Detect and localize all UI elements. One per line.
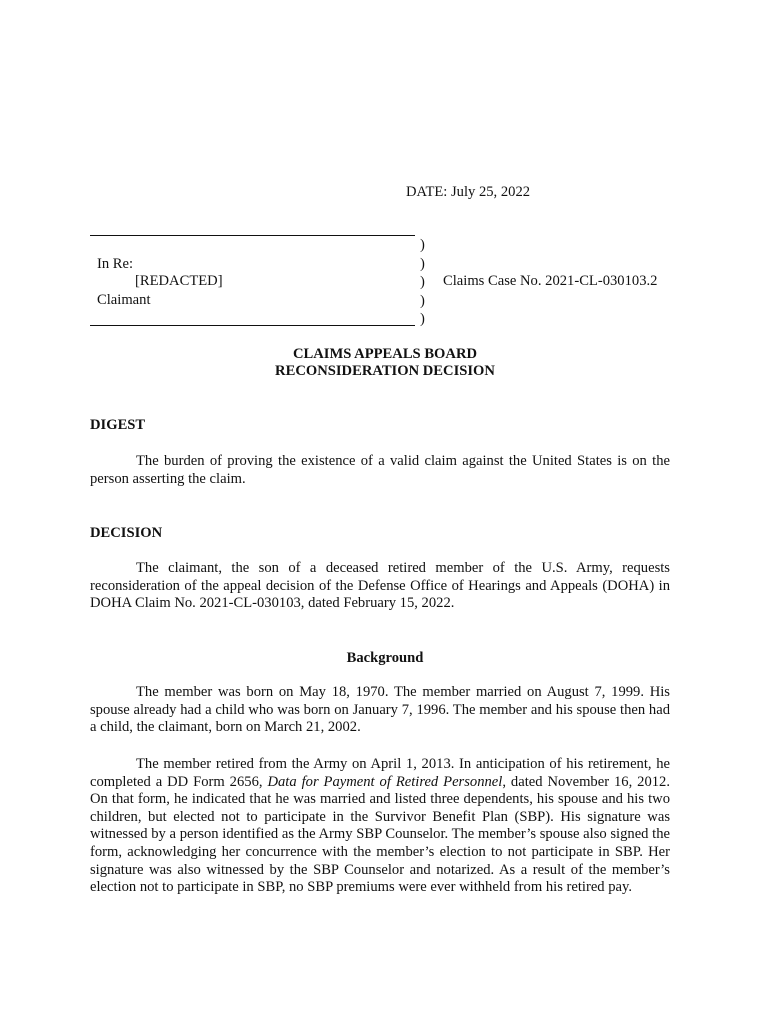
claimant-name-redacted: [REDACTED]: [135, 273, 223, 289]
decision-heading: DECISION: [90, 525, 163, 541]
paren: ): [420, 274, 425, 290]
title-line-2: RECONSIDERATION DECISION: [275, 363, 495, 379]
para-2-text-b: , dated November 16, 2012. On that form, he indicated that he was married and listed three dependents, his spouse and his two children, but elected not to participate in the Survivor Benefit Plan (SBP). His signature was witnessed by a person identified as the Army SBP Counselor. The member’s spouse also signed the form, acknowledging her concurrence with the member’s election to not participate in SBP. Her signature was also witnessed by the SBP Counselor and notarized. As a result of the member’s election not to participate in SBP, no SBP premiums were ever withheld from his retired pay.: [90, 773, 670, 896]
paren: ): [420, 311, 425, 327]
digest-text: The burden of proving the existence of a valid claim against the United States is on the person asserting the claim.: [90, 453, 670, 487]
para-2-text-a: The member retired from the Army on April 1, 2013. In anticipation of his retirement, he completed a DD Form 2656,: [90, 756, 670, 790]
digest-heading: DIGEST: [90, 417, 146, 433]
in-re-label: In Re:: [97, 256, 134, 272]
paren: ): [420, 237, 425, 253]
decision-text: The claimant, the son of a deceased retired member of the U.S. Army, requests reconsideration of the appeal decision of the Defense Office of Hearings and Appeals (DOHA) in DOHA Claim No. 2021-CL-030103, dated February 15, 2022.: [90, 560, 670, 612]
title-line-1: CLAIMS APPEALS BOARD: [292, 346, 478, 362]
background-heading: Background: [346, 650, 424, 666]
caption-top-rule: [90, 235, 415, 236]
background-para-1: The member was born on May 18, 1970. The member married on August 7, 1999. His spouse already had a child who was born on January 7, 1996. The member and his spouse then had a child, the claimant, born on March 21, 2002.: [90, 684, 670, 736]
caption-bottom-rule: [90, 325, 415, 326]
date-line: DATE: July 25, 2022: [406, 184, 531, 200]
paren: ): [420, 292, 425, 309]
form-title-italic: Data for Payment of Retired Personnel: [267, 773, 503, 790]
paren: ): [420, 255, 425, 272]
claimant-label: Claimant: [97, 292, 151, 308]
caption-parens: [420, 236, 425, 329]
background-para-2: [90, 756, 670, 897]
claims-case-number: Claims Case No. 2021-CL-030103.2: [443, 273, 658, 289]
